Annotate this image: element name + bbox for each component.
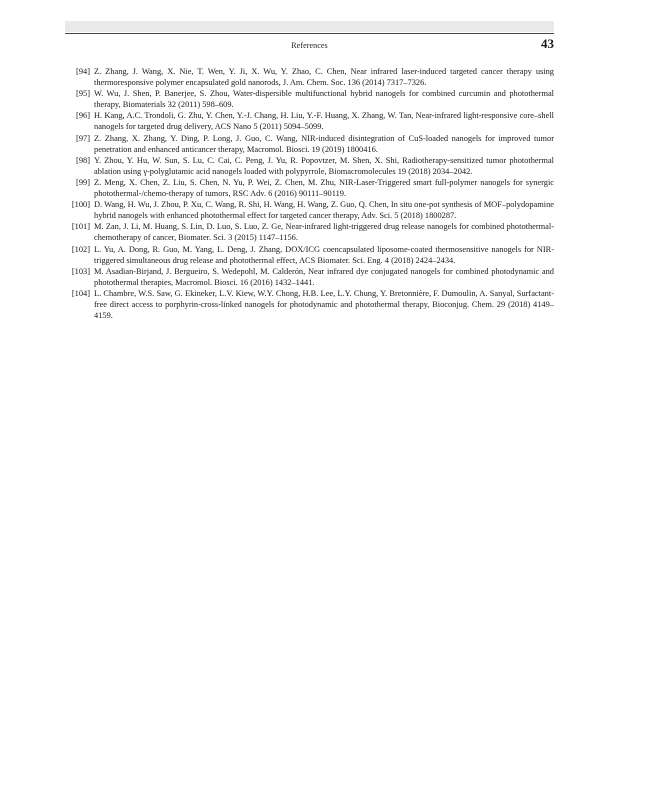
reference-number: [95] (76, 89, 90, 99)
reference-item (65, 288, 554, 321)
reference-text: Z. Zhang, X. Zhang, Y. Ding, P. Long, J. Guo, C. Wang, NIR-induced disintegration of CuS-loaded nanogels for improved tumor penetration and enhanced anticancer therapy, Macromol. Biosci. 19 (2019) 1800416. (94, 133, 554, 154)
reference-text: Z. Meng, X. Chen, Z. Liu, S. Chen, N. Yu, P. Wei, Z. Chen, M. Zhu, NIR-Laser-Triggered smart full-polymer nanogels for synergic photothermal-/chemo-therapy of tumors, RSC Adv. 6 (2016) 90111–90119. (94, 177, 554, 199)
header-rule (65, 33, 554, 34)
reference-item (65, 155, 554, 177)
reference-number: [102] (71, 244, 90, 254)
reference-item (65, 133, 554, 155)
reference-item (65, 66, 554, 88)
reference-number: [103] (71, 266, 90, 276)
reference-item (65, 110, 554, 132)
reference-number: [101] (71, 222, 90, 232)
reference-text: L. Yu, A. Dong, R. Guo, M. Yang, L. Deng, J. Zhang, DOX/ICG coencapsulated liposome-coated thermosensitive nanogels for NIR-triggered simultaneous drug release and photothermal effect, ACS Biomater. Sci. Eng. 4 (2018) 2424–2434. (94, 244, 554, 265)
reference-number: [96] (76, 111, 90, 121)
reference-text: D. Wang, H. Wu, J. Zhou, P. Xu, C. Wang, R. Shi, H. Wang, H. Wang, Z. Guo, Q. Chen, In situ one-pot synthesis of MOF–polydopamine hybrid nanogels with enhanced photothermal effect for targeted cancer therapy, Adv. Sci. 5 (2018) 1800287. (94, 200, 554, 221)
reference-text: M. Zan, J. Li, M. Huang, S. Lin, D. Luo, S. Luo, Z. Ge, Near-infrared light-triggered drug release nanogels for combined photothermal-chemotherapy of cancer, Biomater. Sci. 3 (2015) 1147–1156. (94, 222, 554, 243)
reference-number: [98] (76, 155, 90, 165)
reference-number: [99] (76, 177, 90, 187)
reference-text: L. Chambre, W.S. Saw, G. Ekineker, L.V. Kiew, W.Y. Chong, H.B. Lee, L.Y. Chung, Y. Bretonnière, F. Dumoulin, A. Sanyal, Surfactant-free direct access to porphyrin-cross-linked nanogels for photodynamic and photothermal therapy, Bioconjug. Chem. 29 (2018) 4149–4159. (94, 288, 554, 321)
reference-item (65, 221, 554, 243)
reference-item (65, 266, 554, 288)
reference-number: [100] (71, 200, 90, 210)
reference-number: [97] (76, 133, 90, 143)
reference-list (65, 66, 554, 321)
reference-text: M. Asadian-Birjand, J. Bergueiro, S. Wedepohl, M. Calderón, Near infrared dye conjugated nanogels for combined photodynamic and photothermal therapies, Macromol. Biosci. 16 (2016) 1432–1441. (94, 266, 554, 287)
reference-text: Y. Zhou, Y. Hu, W. Sun, S. Lu, C. Cai, C. Peng, J. Yu, R. Popovtzer, M. Shen, X. Shi, Radiotherapy-sensitized tumor photothermal ablation using γ-polyglutamic acid nanogels loaded with polypyrrole, Biomacromolecules 19 (2018) 2034–2042. (94, 155, 554, 176)
reference-item (65, 88, 554, 110)
reference-item (65, 244, 554, 266)
reference-number: [94] (76, 67, 90, 76)
reference-number: [104] (71, 288, 90, 298)
running-title: References (291, 41, 328, 50)
reference-item (65, 199, 554, 221)
reference-text: W. Wu, J. Shen, P. Banerjee, S. Zhou, Water-dispersible multifunctional hybrid nanogels for combined curcumin and photothermal therapy, Biomaterials 32 (2011) 598–609. (94, 89, 554, 110)
page-number: 43 (541, 36, 554, 51)
reference-text: Z. Zhang, J. Wang, X. Nie, T. Wen, Y. Ji, X. Wu, Y. Zhao, C. Chen, Near infrared laser-induced targeted cancer therapy using thermoresponsive polymer encapsulated gold nanorods, J. Am. Chem. Soc. 136 (2014) 7317–7326. (94, 67, 554, 88)
reference-item (65, 177, 554, 199)
reference-text: H. Kang, A.C. Trondoli, G. Zhu, Y. Chen, Y.-J. Chang, H. Liu, Y.-F. Huang, X. Zhang, W. Tan, Near-infrared light-responsive core–shell nanogels for targeted drug delivery, ACS Nano 5 (2011) 5094–5099. (94, 111, 554, 132)
header-bar (65, 21, 554, 32)
